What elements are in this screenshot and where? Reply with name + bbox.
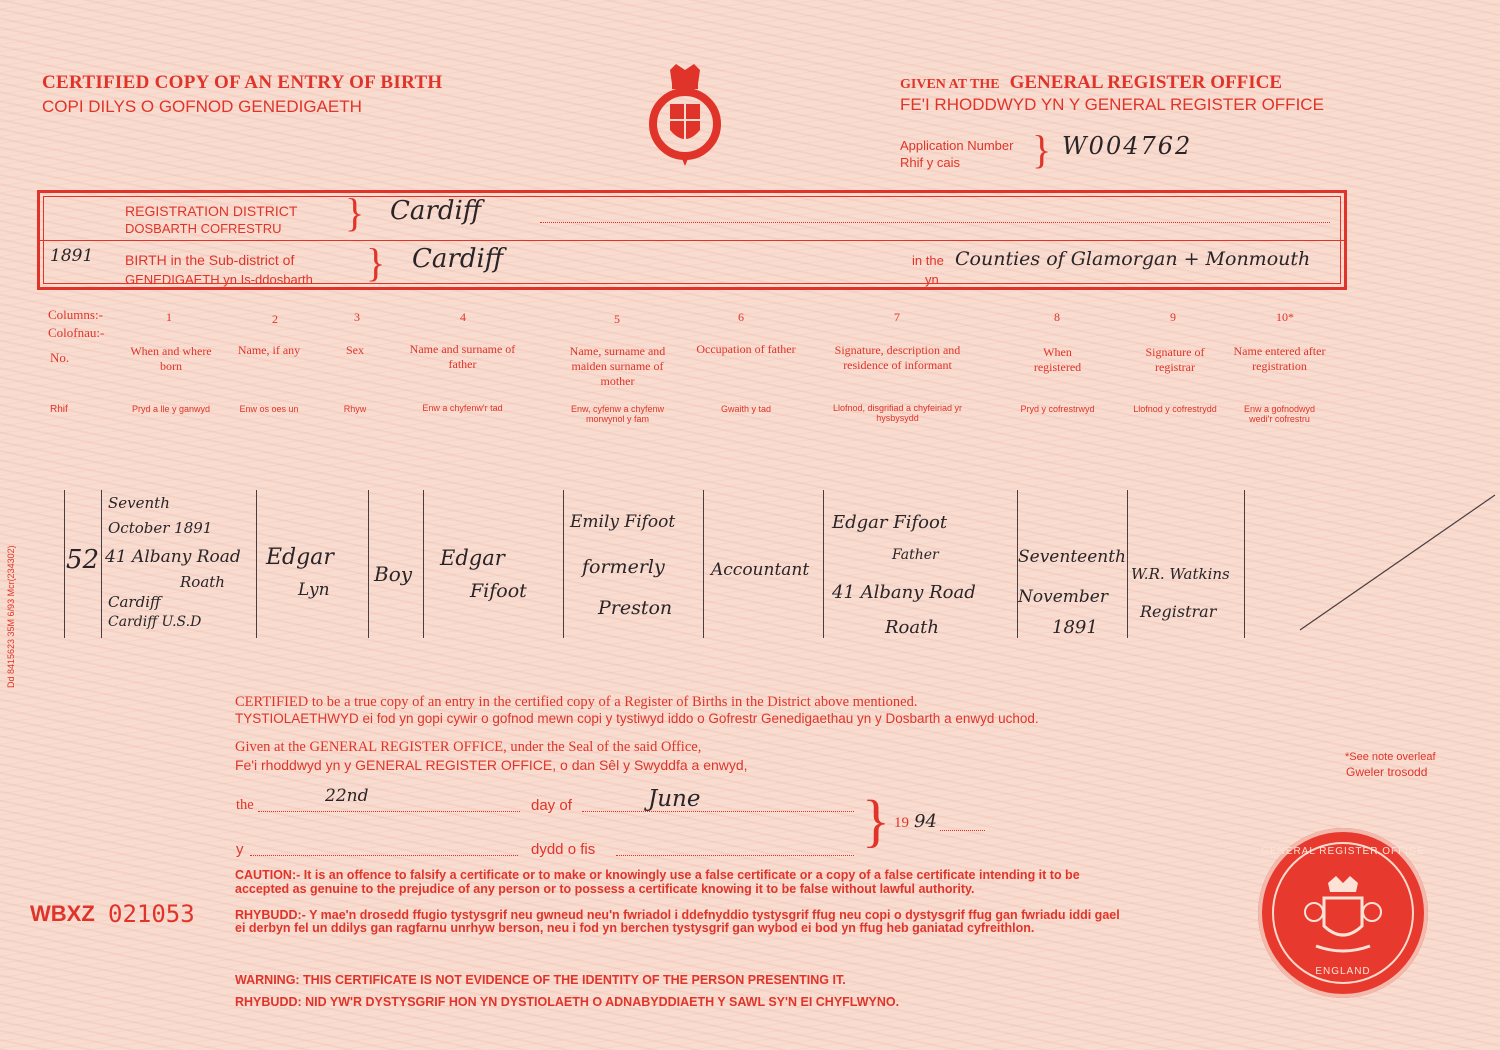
dydd-dotline [250, 855, 518, 856]
grid-line [256, 490, 257, 638]
crest-motto [0, 0, 1, 1]
royal-crest-icon [640, 62, 730, 172]
column-number: 7 [894, 310, 900, 324]
column-title: Name, if any [237, 343, 301, 357]
no-label: No. [50, 350, 70, 365]
district-label-cy: DOSBARTH COFRESTRU [125, 221, 282, 236]
sub-district-value: Cardiff [412, 244, 504, 274]
column-title: When and where born [130, 344, 212, 373]
informant-line: Edgar Fifoot [832, 512, 948, 533]
born-line: Cardiff [108, 593, 161, 611]
registrar-line: Registrar [1140, 602, 1217, 621]
serial-number: 021053 [108, 900, 195, 928]
note-overleaf-en: *See note overleaf [1345, 751, 1436, 763]
warning-text: WARNING: THIS CERTIFICATE IS NOT EVIDENCE OF THE IDENTITY OF THE PERSON PRESENTING IT. [235, 973, 846, 987]
seal-ring-text: GENERAL REGISTER OFFICE [1261, 846, 1425, 857]
application-label-cy: Rhif y cais [900, 155, 960, 170]
rhif-label: Rhif [50, 404, 68, 415]
column-title-cy: Gwaith y tad [720, 404, 772, 414]
grid-line [64, 490, 65, 638]
column-title-cy: Pryd y cofrestrwyd [1020, 404, 1095, 414]
registered-line: 1891 [1052, 617, 1098, 638]
given-at-line-en: Given at the GENERAL REGISTER OFFICE, under the Seal of the said Office, [235, 739, 702, 755]
grid-line [101, 490, 102, 638]
cancel-stroke-icon [1290, 490, 1500, 640]
grid-line [1244, 490, 1245, 638]
year-value: 94 [914, 811, 937, 832]
day-value: 22nd [325, 786, 369, 806]
column-number: 8 [1054, 310, 1060, 324]
entry-sex: Boy [374, 562, 413, 586]
informant-line: Father [892, 547, 939, 563]
sub-district-label-en: BIRTH in the Sub-district of [125, 252, 295, 268]
day-of-label: day of [531, 797, 572, 814]
column-title: Sex [346, 343, 364, 357]
brace-icon: } [1032, 127, 1052, 172]
title-english: CERTIFIED COPY OF AN ENTRY OF BIRTH [42, 72, 443, 93]
father-line: Edgar [440, 546, 505, 570]
column-number: 9 [1170, 310, 1176, 324]
dydd-o-fis-label: dydd o fis [531, 841, 596, 858]
registered-line: Seventeenth [1018, 547, 1127, 567]
y-label: y [236, 841, 244, 858]
certified-line-cy: TYSTIOLAETHWYD ei fod yn gopi cywir o gofnod mewn copi y tystiwyd iddo o Gofrestr Genedigaethau yn y Dosbarth a enwyd uchod. [235, 711, 1039, 726]
registration-year: 1891 [50, 246, 94, 266]
father-line: Fifoot [470, 580, 527, 602]
column-number: 5 [614, 312, 620, 326]
grid-line [368, 490, 369, 638]
district-value: Cardiff [390, 196, 482, 226]
informant-line: Roath [885, 617, 939, 638]
rhybudd-text: RHYBUDD:- Y mae'n drosedd ffugio tystysgrif neu gwneud neu'n fwriadol i ddefnyddio tystysgrif ffug neu copi o dystysgrif ffug gan fwriadu iddi gael ei derbyn fel un ddilys gan ragfarnu unrhyw berson, neu i fod yn berchen tystysgrif gan wybod ei bod yn ffug heb ganiatad cyfreithlon. [235, 908, 1120, 935]
born-line: October 1891 [108, 519, 213, 537]
column-number: 1 [166, 310, 172, 324]
grid-line [423, 490, 424, 638]
caution-text: CAUTION:- It is an offence to falsify a certificate or to make or knowingly use a false certificate or a copy of a false certificate intending it to be accepted as genuine to the prejudice of any person or to possess a certificate knowing it to be false without lawful authority. [235, 868, 1080, 896]
column-title-cy: Pryd a lle y ganwyd [131, 404, 211, 414]
rhybudd-identity-text: RHYBUDD: NID YW'R DYSTYSGRIF HON YN DYSTIOLAETH O ADNABYDDIAETH Y SAWL SY'N EI CHYFLWYNO. [235, 995, 900, 1009]
given-at-line-cy: Fe'i rhoddwyd yn y GENERAL REGISTER OFFICE, o dan Sêl y Swyddfa a enwyd, [235, 757, 748, 773]
brace-icon: } [366, 240, 386, 285]
column-number: 10* [1276, 310, 1294, 324]
mother-line: Emily Fifoot [570, 512, 676, 532]
column-title-cy: Enw a gofnodwyd wedi'r cofrestru [1243, 404, 1316, 424]
brace-icon: } [345, 190, 365, 235]
entry-number: 52 [66, 545, 100, 575]
column-number: 3 [354, 310, 360, 324]
born-line: Cardiff U.S.D [108, 614, 202, 630]
born-line: Seventh [108, 494, 170, 512]
column-title: Name, surname and maiden surname of mother [569, 344, 666, 388]
application-number: W004762 [1062, 132, 1193, 160]
column-number: 2 [272, 312, 278, 326]
sub-district-label-cy: GENEDIGAETH yn Is-ddosbarth [125, 272, 313, 287]
column-title: Name entered after registration [1233, 344, 1326, 373]
column-title: Signature of registrar [1145, 345, 1205, 374]
county-value: Counties of Glamorgan + Monmouth [955, 248, 1311, 270]
the-label: the [236, 797, 254, 813]
column-title: Occupation of father [696, 342, 796, 356]
column-title-cy: Rhyw [343, 404, 367, 414]
mother-line: Preston [598, 597, 673, 619]
brace-icon: } [862, 788, 890, 853]
born-line: 41 Albany Road [105, 547, 241, 567]
column-title: When registered [1033, 345, 1082, 374]
column-title-cy: Llofnod y cofrestrydd [1133, 404, 1217, 414]
column-number: 6 [738, 310, 744, 324]
given-prefix: GIVEN AT THE [900, 77, 1000, 92]
fis-dotline [616, 855, 854, 856]
registrar-line: W.R. Watkins [1131, 565, 1230, 583]
title-welsh: COPI DILYS O GOFNOD GENEDIGAETH [42, 97, 362, 116]
informant-line: 41 Albany Road [832, 582, 976, 603]
registered-line: November [1018, 587, 1108, 607]
note-overleaf-cy: Gweler trosodd [1346, 765, 1428, 779]
column-title-cy: Enw, cyfenw a chyfenw morwynol y fam [570, 404, 665, 424]
mother-line: formerly [582, 556, 665, 578]
application-label-en: Application Number [900, 138, 1014, 153]
grid-line [1127, 490, 1128, 638]
column-title-cy: Enw os oes un [239, 404, 299, 414]
columns-label-en: Columns:- [48, 307, 103, 322]
name-line: Edgar [266, 545, 334, 570]
month-value: June [648, 786, 701, 812]
given-office: GENERAL REGISTER OFFICE [1009, 72, 1282, 93]
name-line: Lyn [298, 580, 330, 600]
side-code: Dd 8415623 35M 6/93 Mcr(234302) [6, 545, 16, 688]
registration-divider [40, 240, 1344, 241]
district-label-en: REGISTRATION DISTRICT [125, 203, 298, 219]
given-welsh: FE'I RHODDWYD YN Y GENERAL REGISTER OFFICE [900, 95, 1324, 114]
grid-line [703, 490, 704, 638]
column-title-cy: Enw a chyfenw'r tad [422, 403, 503, 413]
column-number: 4 [460, 310, 466, 324]
district-dotline [540, 222, 1330, 223]
column-title-cy: Llofnod, disgrifiad a chyfeiriad yr hysbysydd [832, 403, 963, 423]
grid-line [563, 490, 564, 638]
columns-label-cy: Colofnau:- [48, 325, 105, 340]
certified-line-en: CERTIFIED to be a true copy of an entry in the certified copy of a Register of Births in the District above mentioned. [235, 694, 918, 710]
year-dotline [940, 830, 985, 831]
born-line: Roath [180, 573, 225, 591]
year-prefix: 19 [894, 815, 909, 831]
column-title: Name and surname of father [409, 342, 516, 371]
in-the-label: in the [912, 253, 944, 268]
entry-occupation: Accountant [711, 560, 810, 580]
month-dotline [582, 811, 854, 812]
general-register-office-seal-icon [1258, 828, 1428, 998]
serial-prefix: WBXZ [30, 901, 95, 926]
day-dotline [258, 811, 520, 812]
yn-label: yn [925, 272, 939, 287]
column-title: Signature, description and residence of informant [834, 343, 961, 372]
given-at-header [900, 72, 1282, 94]
grid-line [823, 490, 824, 638]
seal-bottom-text: ENGLAND [1315, 966, 1371, 977]
